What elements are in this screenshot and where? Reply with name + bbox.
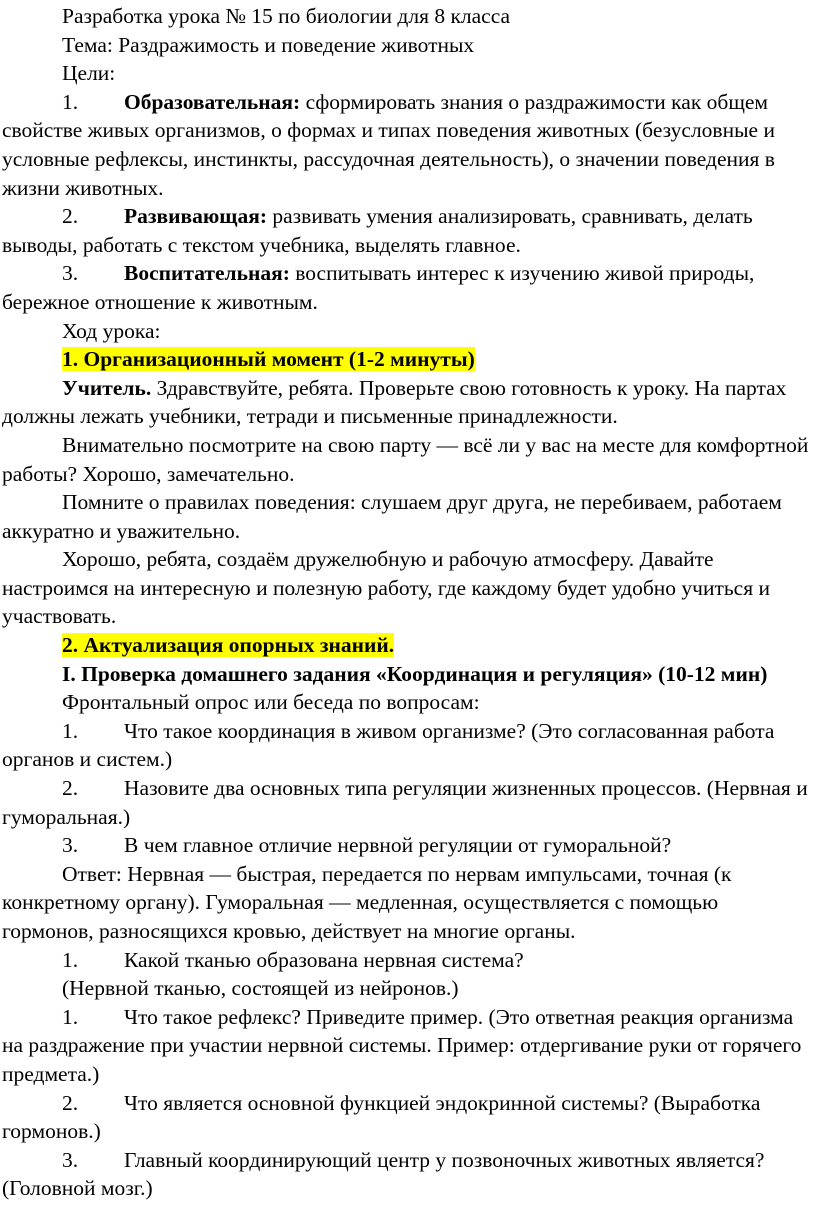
doc-title: Разработка урока № 15 по биологии для 8 класса [62,4,511,28]
question-text: Какой тканью образована нервная система? [124,947,524,972]
answer-paragraph: Ответ: Нервная — быстрая, передается по нервам импульсами, точная (к конкретному органу). Гуморальная — медленная, осуществляется с помощью гормонов, разносящихся кровью, действует на многие органы. [2,861,732,943]
question-number: 3. [62,833,79,858]
answer-paragraph: (Нервной тканью, состоящей из нейронов.) [62,976,459,1001]
question-item [2,1089,814,1146]
goal-type: Образовательная: [124,89,301,114]
teacher-text: Здравствуйте, ребята. Проверьте свою готовность к уроку. На партах должны лежать учебники, тетради и письменные принадлежности. [2,375,787,429]
subheading: I. Проверка домашнего задания «Координация и регуляция» (10-12 мин) [62,661,768,686]
goal-text: воспитывать интерес к изучению живой природы, бережное отношение к животным. [2,261,755,314]
paragraph: Помните о правилах поведения: слушаем друг друга, не перебиваем, работаем аккуратно и уважительно. [2,490,782,543]
question-text: Что такое рефлекс? Приведите пример. (Это ответная реакция организма на раздражение при участии нервной системы. Пример: отдергивание руки от горячего предмета.) [2,1004,802,1086]
subheading-row [2,660,814,689]
teacher-paragraph [2,374,814,431]
paragraph: Фронтальный опрос или беседа по вопросам: [62,690,480,715]
question-text: В чем главное отличие нервной регуляции от гуморальной? [124,833,672,858]
question-number: 1. [62,947,79,972]
goal-text: сформировать знания о раздражимости как общем свойстве живых организмов, о формах и типах поведения животных (безусловные и условные рефлексы, инстинкты, рассудочная деятельность), о значении поведения в жизни животных. [2,89,775,200]
question-item [2,1003,814,1089]
question-text: Назовите два основных типа регуляции жизненных процессов. (Нервная и гуморальная.) [2,776,808,829]
question-number: 2. [62,776,79,801]
goal-number: 1. [62,89,79,114]
question-item [2,831,814,860]
paragraph: Хорошо, ребята, создаём дружелюбную и рабочую атмосферу. Давайте настроимся на интересную и полезную работу, где каждому будет удобно учиться и участвовать. [2,547,770,629]
teacher-label: Учитель. [62,375,152,400]
paragraph: Внимательно посмотрите на свою парту — всё ли у вас на месте для комфортной работы? Хорошо, замечательно. [2,432,809,486]
question-item [2,946,814,975]
question-number: 1. [62,718,79,743]
section-heading-row [2,631,814,660]
question-text: Главный координирующий центр у позвоночных животных является? (Головной мозг.) [2,1147,765,1201]
goal-number: 3. [62,261,79,286]
goal-item [2,202,814,259]
question-item [2,1146,814,1203]
doc-topic: Тема: Раздражимость и поведение животных [62,32,475,57]
question-number: 1. [62,1004,79,1029]
question-number: 3. [62,1147,79,1172]
question-item [2,774,814,831]
section-heading: 2. Актуализация опорных знаний. [62,633,395,658]
question-number: 2. [62,1090,79,1115]
question-text: Что такое координация в живом организме? (Это согласованная работа органов и систем.) [2,718,775,772]
goal-type: Развивающая: [124,204,268,229]
question-item [2,717,814,774]
goal-item [2,88,814,202]
section-heading-row [2,345,814,374]
goal-text: развивать умения анализировать, сравнивать, делать выводы, работать с текстом учебника, выделять главное. [2,204,753,257]
question-text: Что является основной функцией эндокринной системы? (Выработка гормонов.) [2,1090,761,1144]
section-heading: 1. Организационный момент (1-2 минуты) [62,347,475,372]
goal-item [2,259,814,316]
goals-label: Цели: [62,61,116,86]
goal-type: Воспитательная: [124,261,290,286]
goal-number: 2. [62,204,79,229]
course-label: Ход урока: [62,318,161,343]
